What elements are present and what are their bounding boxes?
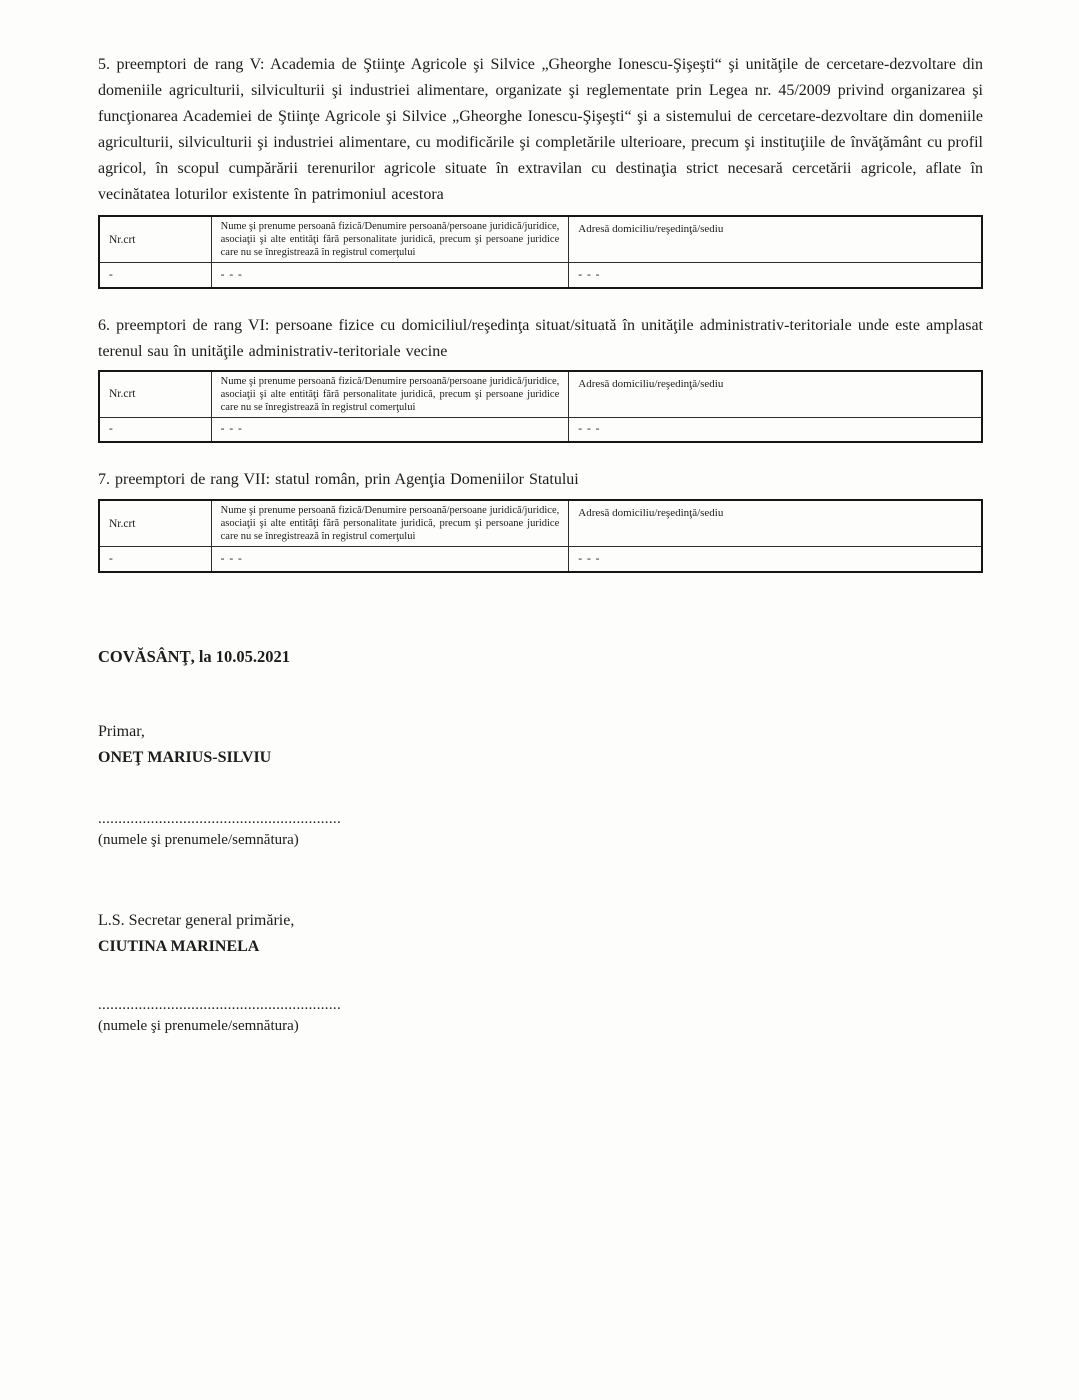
mayor-signature-caption: (numele şi prenumele/semnătura) [98,831,299,848]
table-cell-address: - - - [569,417,982,442]
mayor-title: Primar, [98,722,145,740]
secretary-signature-line: ............................................................ [98,996,341,1013]
table-row [99,547,982,572]
paragraph-preemptors-rank-5: 5. preemptori de rang V: Academia de Ştiinţe Agricole şi Silvice „Gheorghe Ionescu-Şişeşti“ şi unităţile de cercetare-dezvoltare din domeniile agriculturii, silviculturii şi industriei alimentare, organizate şi reglementate prin Legea nr. 45/2009 privind organizarea şi funcţionarea Academiei de Ştiinţe Agricole şi Silvice „Gheorghe Ionescu-Şişeşti“ şi a sistemului de cercetare-dezvoltare din domeniile agriculturii, silviculturii şi industriei alimentare, cu modificările şi completările ulterioare, precum şi instituţiile de învăţământ cu profil agricol, în scopul cumpărării terenurilor agricole situate în extravilan cu destinaţia strict necesară cercetării agricole, aflate în vecinătatea loturilor existente în patrimoniul acestora [98,56,983,203]
table-header-nr-crt: Nr.crt [99,371,211,418]
table-header-row [99,371,982,418]
signature-footer [98,644,983,1038]
table-cell-name: - - - [211,547,569,572]
table-cell-name: - - - [211,263,569,288]
table-row [99,263,982,288]
preemptors-table-rank-5 [98,215,983,289]
table-header-address: Adresă domiciliu/reşedinţă/sediu [569,500,982,547]
place-and-date: COVĂSÂNŢ, la 10.05.2021 [98,646,291,666]
paragraph-preemptors-rank-7: 7. preemptori de rang VII: statul român, prin Agenţia Domeniilor Statului [98,471,579,488]
table-cell-nr: - [99,417,211,442]
preemptors-table-rank-6 [98,370,983,444]
mayor-name: ONEŢ MARIUS-SILVIU [98,748,272,766]
secretary-title: L.S. Secretar general primărie, [98,911,295,929]
preemptors-table-rank-7 [98,499,983,573]
table-cell-address: - - - [569,263,982,288]
table-header-name: Nume şi prenume persoană fizică/Denumire persoană/persoane juridică/juridice, asociaţii şi alte entităţi fără personalitate juridică, precum şi persoane juridice care nu se înregistrează în registrul comerţului [211,371,569,418]
table-cell-name: - - - [211,417,569,442]
table-header-nr-crt: Nr.crt [99,500,211,547]
table-header-name: Nume şi prenume persoană fizică/Denumire persoană/persoane juridică/juridice, asociaţii şi alte entităţi fără personalitate juridică, precum şi persoane juridice care nu se înregistrează în registrul comerţului [211,500,569,547]
table-cell-address: - - - [569,547,982,572]
secretary-signature-caption: (numele şi prenumele/semnătura) [98,1017,299,1034]
table-header-row [99,216,982,263]
table-header-row [99,500,982,547]
table-row [99,417,982,442]
mayor-signature-line: ............................................................ [98,810,341,827]
table-header-name: Nume şi prenume persoană fizică/Denumire persoană/persoane juridică/juridice, asociaţii şi alte entităţi fără personalitate juridică, precum şi persoane juridice care nu se înregistrează în registrul comerţului [211,216,569,263]
table-header-nr-crt: Nr.crt [99,216,211,263]
table-header-address: Adresă domiciliu/reşedinţă/sediu [569,371,982,418]
table-header-address: Adresă domiciliu/reşedinţă/sediu [569,216,982,263]
table-cell-nr: - [99,263,211,288]
paragraph-preemptors-rank-6: 6. preemptori de rang VI: persoane fizice cu domiciliul/reşedinţa situat/situată în unităţile administrativ-teritoriale unde este amplasat terenul sau în unităţile administrativ-teritoriale vecine [98,316,983,360]
secretary-name: CIUTINA MARINELA [98,937,260,955]
table-cell-nr: - [99,547,211,572]
